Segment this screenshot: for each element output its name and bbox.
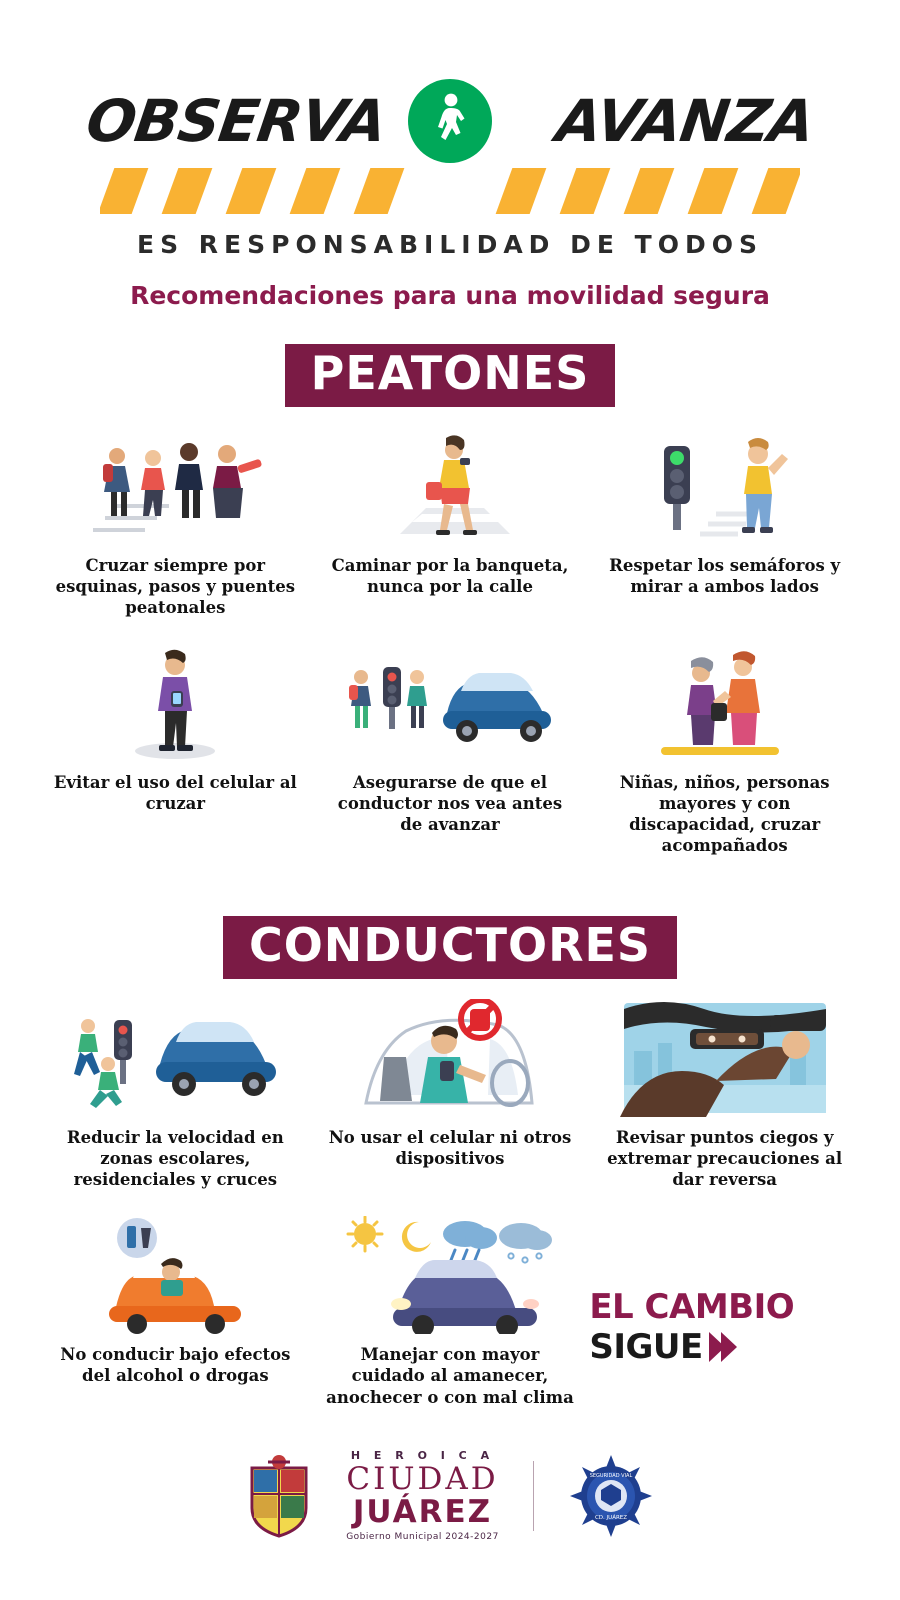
double-chevron-right-icon [713,1332,737,1362]
logo-word-avanza: AVANZA [552,87,819,155]
svg-text:SEGURIDAD VIAL: SEGURIDAD VIAL [589,1473,633,1479]
accompanied-crossing-icon [589,644,860,762]
card-no-phone-driving [315,999,586,1190]
section-title-peatones: PEATONES [285,344,616,407]
card-no-alcohol-driving [40,1216,311,1407]
no-alcohol-driving-icon [40,1216,311,1334]
card-caption: Manejar con mayor cuidado al amanecer, anochecer o con mal clima [326,1345,574,1407]
card-crosswalk-group [40,427,311,618]
card-caption: No usar el celular ni otros dispositivos [328,1127,572,1169]
card-caption: Revisar puntos ciegos y extremar precauciones al dar reversa [607,1127,843,1190]
juarez-gobierno-label: Gobierno Municipal 2024-2027 [346,1532,499,1542]
juarez-ciudad-label: CIUDAD [346,1461,499,1497]
crosswalk-stripes-decoration [100,168,800,214]
card-weather-driving [315,1216,586,1407]
card-caption: Evitar el uso del celular al cruzar [53,772,297,814]
woman-sidewalk-icon [315,427,586,545]
brand-header [0,0,900,310]
peatones-grid-row2 [40,644,860,856]
footer-logos [0,1450,900,1542]
card-caption: Caminar por la banqueta, nunca por la calle [331,555,569,596]
traffic-light-child-icon [589,427,860,545]
logo-word-observa: OBSERVA [81,87,390,155]
no-phone-driving-icon [315,999,586,1117]
card-caption: Asegurarse de que el conductor nos vea antes de avanzar [337,772,563,835]
driver-sees-pedestrian-icon [315,644,586,762]
juarez-juarez-label: JUÁREZ [352,1494,493,1530]
seguridad-vial-badge-icon [568,1453,654,1539]
crosswalk-group-icon [40,427,311,545]
cambio-line2: SIGUE [589,1326,703,1367]
logo-row [0,78,900,164]
card-slow-down-school-zone [40,999,311,1190]
peatones-grid-row1 [40,427,860,618]
card-caption: No conducir bajo efectos del alcohol o drogas [60,1345,291,1386]
card-caption: Respetar los semáforos y mirar a ambos lados [609,555,841,596]
phone-while-crossing-icon [40,644,311,762]
page-subtitle: Recomendaciones para una movilidad segura [130,281,770,310]
brand-tagline: ES RESPONSABILIDAD DE TODOS [137,230,763,259]
slow-down-school-zone-icon [40,999,311,1117]
card-blind-spot-mirror [589,999,860,1190]
card-woman-sidewalk [315,427,586,618]
juarez-wordmark [346,1450,499,1542]
el-cambio-sigue-logo [589,1216,860,1407]
blind-spot-mirror-icon [589,999,860,1117]
section-title-conductores: CONDUCTORES [223,916,677,979]
svg-text:CD. JUÁREZ: CD. JUÁREZ [594,1515,627,1521]
card-caption: Niñas, niños, personas mayores y con discapacidad, cruzar acompañados [619,772,830,856]
weather-driving-icon [315,1216,586,1334]
card-traffic-light-child [589,427,860,618]
cambio-line1: EL CAMBIO [589,1286,795,1327]
footer-divider [533,1461,534,1531]
juarez-coat-of-arms-icon [246,1454,312,1538]
conductores-grid-row2 [40,1216,860,1407]
juarez-heroica-label: H E R O I C A [350,1449,495,1462]
card-phone-while-crossing [40,644,311,856]
card-driver-sees-pedestrian [315,644,586,856]
card-caption: Cruzar siempre por esquinas, pasos y puentes peatonales [55,555,296,617]
section-header-conductores [0,882,900,979]
conductores-grid-row1 [40,999,860,1190]
pedestrian-walking-icon [408,79,492,163]
card-accompanied-crossing [589,644,860,856]
section-header-peatones [0,310,900,407]
card-caption: Reducir la velocidad en zonas escolares, residenciales y cruces [66,1127,284,1190]
